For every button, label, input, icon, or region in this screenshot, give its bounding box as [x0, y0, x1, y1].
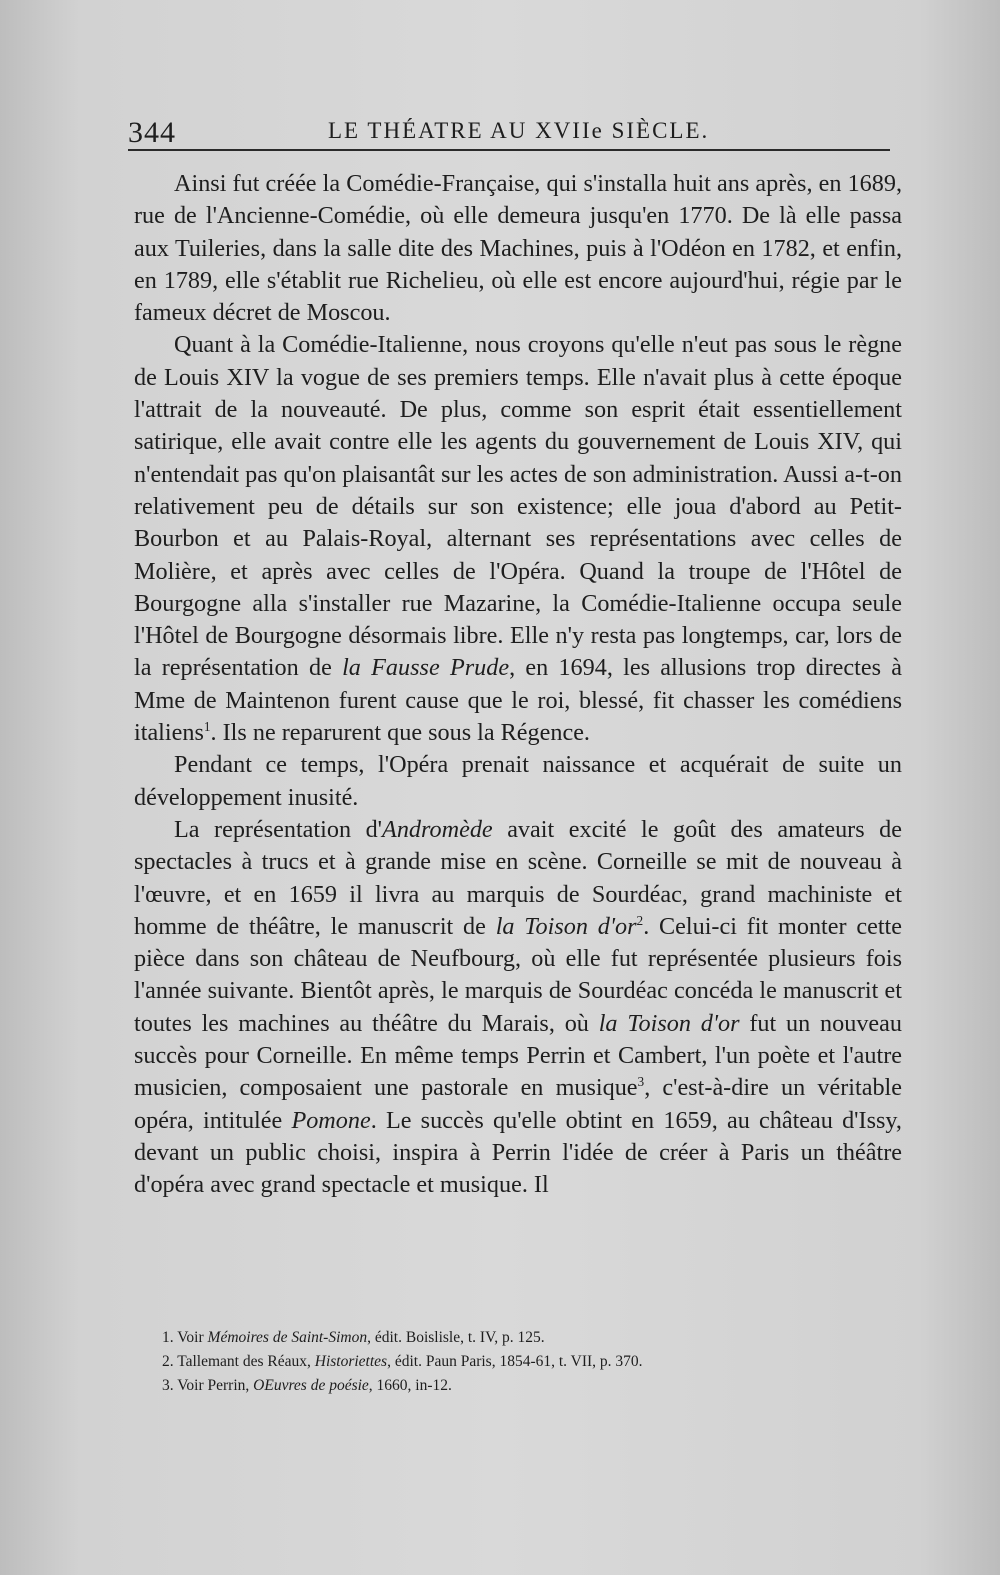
footnote-ref-2: 2 — [636, 912, 644, 928]
title-toison-dor-2: la Toison d'or — [598, 1009, 740, 1037]
paragraph-4: La représentation d'Andromède avait excité le goût des amateurs de spectacles à trucs et à grande mise en scène. Corneille se mit de nouveau à l'œuvre, et en 1659 il livra au marquis de Sourdéac, grand machiniste et homme de théâtre, le manuscrit de la Toison $d'or^2$. Celui-ci fit monter cette pièce dans son château de Neufbourg, où elle fut représentée plusieurs fois l'année suivante. Bientôt après, le marquis de Sourdéac concéda le manuscrit et toutes les machines au théâtre du Marais, où la Toison d'or fut un nouveau succès pour Corneille. En même temps Perrin et Cambert, l'un poète et l'autre musicien, composaient une pastorale en musique$^3$, c'est-à-dire un véritable opéra, intitulée Pomone. Le succès qu'elle obtint en 1659, au château d'Issy, devant un public choisi, inspira à Perrin l'idée de créer à Paris un théâtre d'opéra avec grand spectacle et musique. Il — [134, 815, 902, 1199]
footnote-3: 3. Voir Perrin, OEuvres de poésie, 1660, in-12. — [162, 1377, 452, 1394]
title-pomone: Pomone — [291, 1106, 371, 1134]
page-number: 344 — [128, 116, 176, 149]
footnote-ref-3: 3 — [637, 1074, 645, 1090]
footnote-1: 1. Voir Mémoires de Saint-Simon, édit. Boislisle, t. IV, p. 125. — [162, 1329, 545, 1346]
title-andromede: Andromède — [382, 815, 493, 843]
body-text — [134, 168, 902, 1202]
footnotes — [162, 1326, 862, 1398]
paragraph-1: Ainsi fut créée la Comédie-Française, qui s'installa huit ans après, en 1689, rue de l'Ancienne-Comédie, où elle demeura jusqu'en 1770. De là elle passa aux Tuileries, dans la salle dite des Machines, puis à l'Odéon en 1782, et enfin, en 1789, elle s'établit rue Richelieu, où elle est encore aujourd'hui, régie par le fameux décret de Moscou. — [134, 170, 902, 327]
title-fausse-prude: la Fausse Prude — [342, 654, 510, 682]
page-header — [128, 112, 888, 152]
footnote-2: 2. Tallemant des Réaux, Historiettes, édit. Paun Paris, 1854-61, t. VII, p. 370. — [162, 1353, 643, 1370]
title-toison-dor: la Toison d'or — [495, 912, 637, 940]
footnote-ref-1: 1 — [203, 718, 211, 734]
paragraph-2: Quant à la Comédie-Italienne, nous croyons qu'elle n'eut pas sous le règne de Louis XIV la vogue de ses premiers temps. Elle n'avait plus à cette époque l'attrait de la nouveauté. De plus, comme son esprit était essentiellement satirique, elle avait contre elle les agents du gouvernement de Louis XIV, qui n'entendait pas qu'on plaisantât sur les actes de son administration. Aussi a-t-on relativement peu de détails sur son existence; elle joua d'abord au Petit-Bourbon et au Palais-Royal, alternant ses représentations avec celles de Molière, et après avec celles de l'Opéra. Quand la troupe de l'Hôtel de Bourgogne alla s'installer rue Mazarine, la Comédie-Italienne occupa seule l'Hôtel de Bourgogne désormais libre. Elle n'y resta pas longtemps, car, lors de la représentation de la Fausse Prude, en 1694, les allusions trop directes à Mme de Maintenon furent cause que le roi, blessé, fit chasser les comédiens italiens$^1$. Ils ne reparurent que sous la Régence. — [134, 331, 902, 747]
paragraph-3: Pendant ce temps, l'Opéra prenait naissance et acquérait de suite un développement inusité. — [134, 751, 902, 811]
header-rule — [128, 149, 890, 151]
running-title: LE THÉATRE AU XVIIe SIÈCLE. — [328, 118, 710, 143]
